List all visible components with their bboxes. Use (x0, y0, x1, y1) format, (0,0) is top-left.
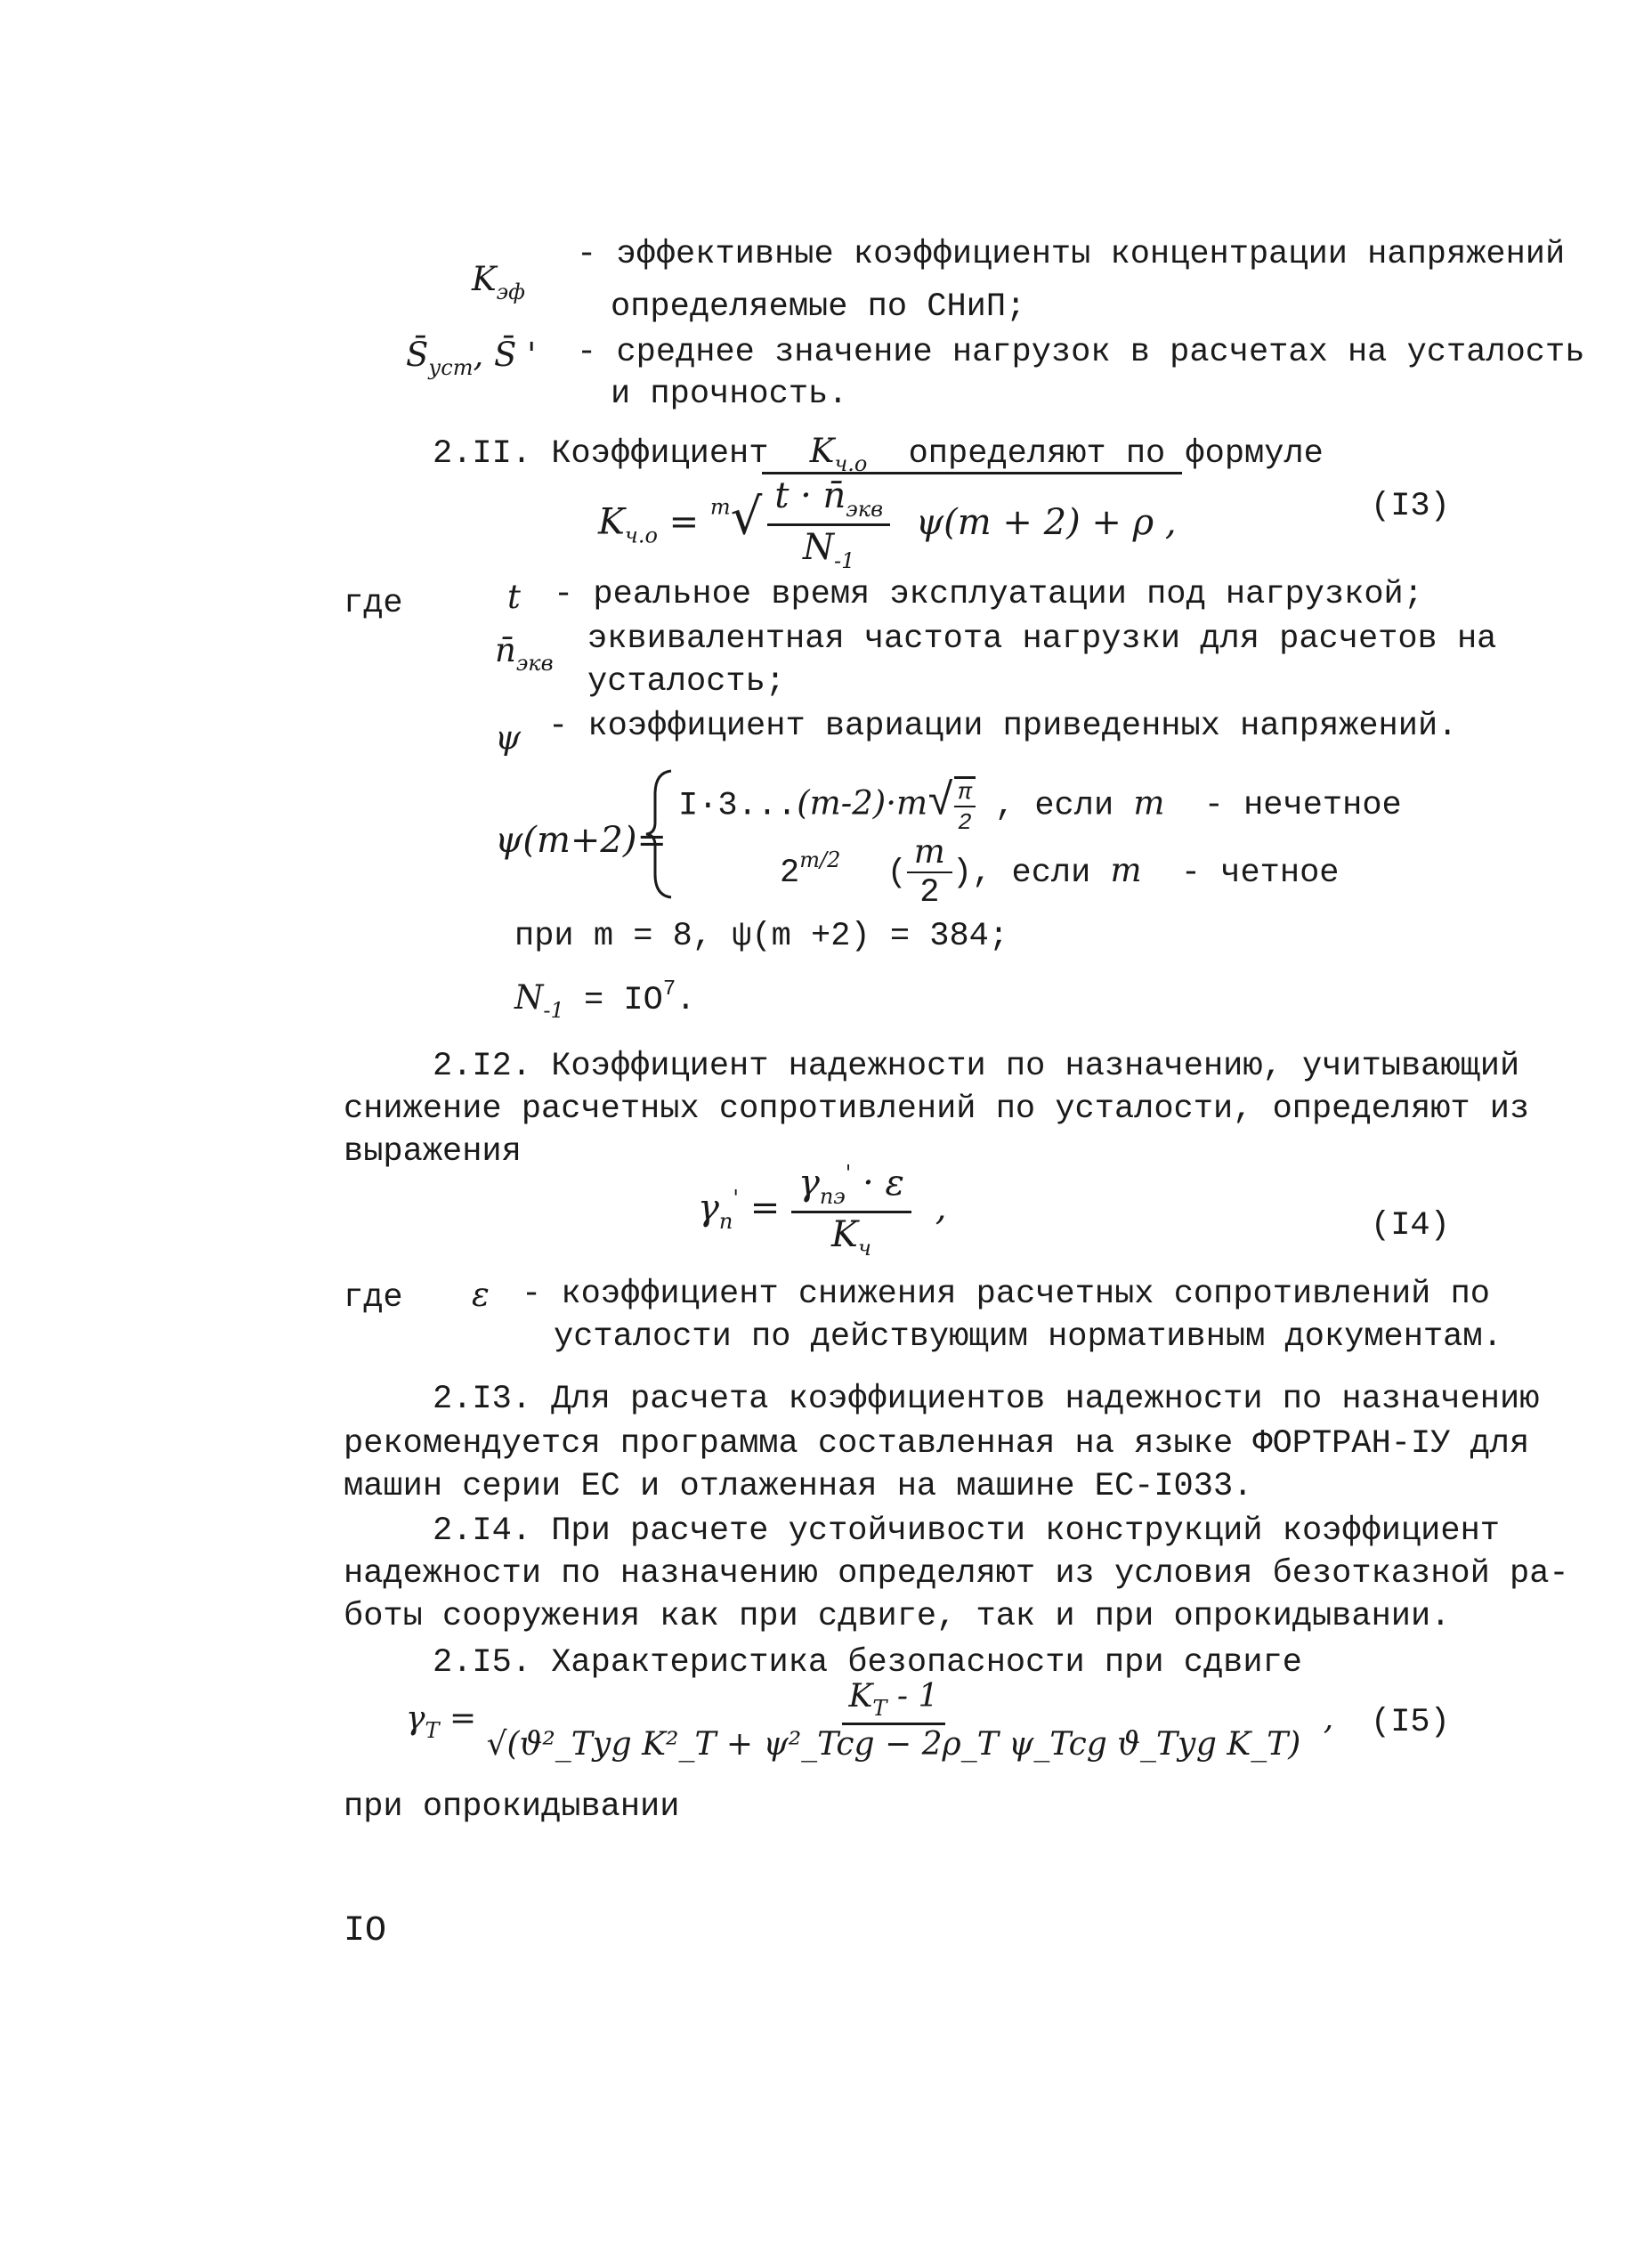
p211-text: 2.II. Коэффициент $K_{ч.о}$ определяют по формуле (433, 432, 1324, 476)
where2-line1: - коэффициент снижения расчетных сопротивлений по (522, 1276, 1490, 1313)
p213-line3: машин серии ЕС и отлаженная на машине ЕС-I033. (344, 1468, 1253, 1505)
p213-line1: 2.I3. Для расчета коэффициентов надежности по назначению (433, 1381, 1540, 1418)
where1-n-symbol: $n̄_{экв}$ (495, 631, 554, 676)
def-k-ef-symbol: $K_{эф}$ (472, 260, 525, 304)
p212-line3: выражения (344, 1133, 522, 1171)
where2-line2: усталости по действующим нормативным документам. (554, 1318, 1502, 1356)
equation-15-number: (I5) (1371, 1704, 1450, 1741)
def-s-line2: и прочность. (611, 376, 848, 413)
where1-psi-symbol: ψ (495, 718, 522, 757)
equation-14: $\gamma_n'$ = $\frac{\gamma_{nэ}' \cdot \varepsilon}{K_ч}$ , (698, 1161, 947, 1261)
p214-line3: боты сооружения как при сдвиге, так и при опрокидывании. (344, 1598, 1451, 1635)
cases-row2: $2^{m/2}$ ( $\frac{m}{2}$ ), если m - четное (780, 832, 1340, 912)
equation-13-number: (I3) (1371, 488, 1450, 525)
where2-label: где (344, 1279, 403, 1317)
p213-line2: рекомендуется программа составленная на языке ФОРТРАН-IУ для (344, 1425, 1530, 1463)
where1-psi-text: - коэффициент вариации приведенных напряжений. (548, 708, 1458, 745)
given-line1: при m = 8, ψ(m +2) = 384; (514, 918, 1009, 955)
cases-lhs: ψ(m+2)= (495, 820, 667, 861)
where1-t-symbol: t (507, 578, 521, 616)
p214-line1: 2.I4. При расчете устойчивости конструкций коэффициент (433, 1512, 1500, 1550)
p215-line1: 2.I5. Характеристика безопасности при сдвиге (433, 1644, 1302, 1682)
equation-15: $\gamma_T$ = $\frac{K_T - 1}{\text{√(ϑ²\_Tуg K²\_T + ψ²\_Tcg − 2ρ\_T ψ\_Tcg ϑ\_Tуg K\_T)}}$ , (406, 1678, 1334, 1763)
given-line2: $N_{-1} = IO^7$. (514, 977, 696, 1023)
where1-label: где (344, 585, 403, 622)
equation-13: $K_{ч.о} = ^m√$ $\frac{t \cdot n̄_{экв}}{N_{-1}}$ ψ(m + 2) + ρ , (598, 472, 1182, 572)
where1-t-text: - реальное время эксплуатации под нагрузкой; (554, 576, 1423, 613)
p-last-line1: при опрокидывании (344, 1788, 680, 1826)
where1-n-line2: усталость; (587, 663, 786, 701)
p214-line2: надежности по назначению определяют из условия безотказной ра- (344, 1555, 1569, 1593)
def-s-symbol: $S̄_{уст}$, S̄ ' (406, 336, 537, 380)
page-number: IO (344, 1911, 387, 1951)
where2-epsilon-symbol: ε (472, 1276, 490, 1314)
def-k-ef-line1: - эффективные коэффициенты концентрации напряжений (577, 236, 1566, 273)
p212-line2: снижение расчетных сопротивлений по усталости, определяют из (344, 1090, 1530, 1128)
cases-brace (644, 767, 680, 901)
def-s-line1: - среднее значение нагрузок в расчетах на усталость (577, 334, 1585, 371)
def-k-ef-line2: определяемые по СНиП; (611, 288, 1026, 326)
cases-row1: I·3...(m-2)·m√ $\frac{\pi}{2}$ , если m - нечетное (678, 777, 1402, 836)
equation-14-number: (I4) (1371, 1207, 1450, 1245)
p212-line1: 2.I2. Коэффициент надежности по назначению, учитывающий (433, 1048, 1520, 1085)
where1-n-line1: эквивалентная частота нагрузки для расчетов на (587, 620, 1497, 658)
